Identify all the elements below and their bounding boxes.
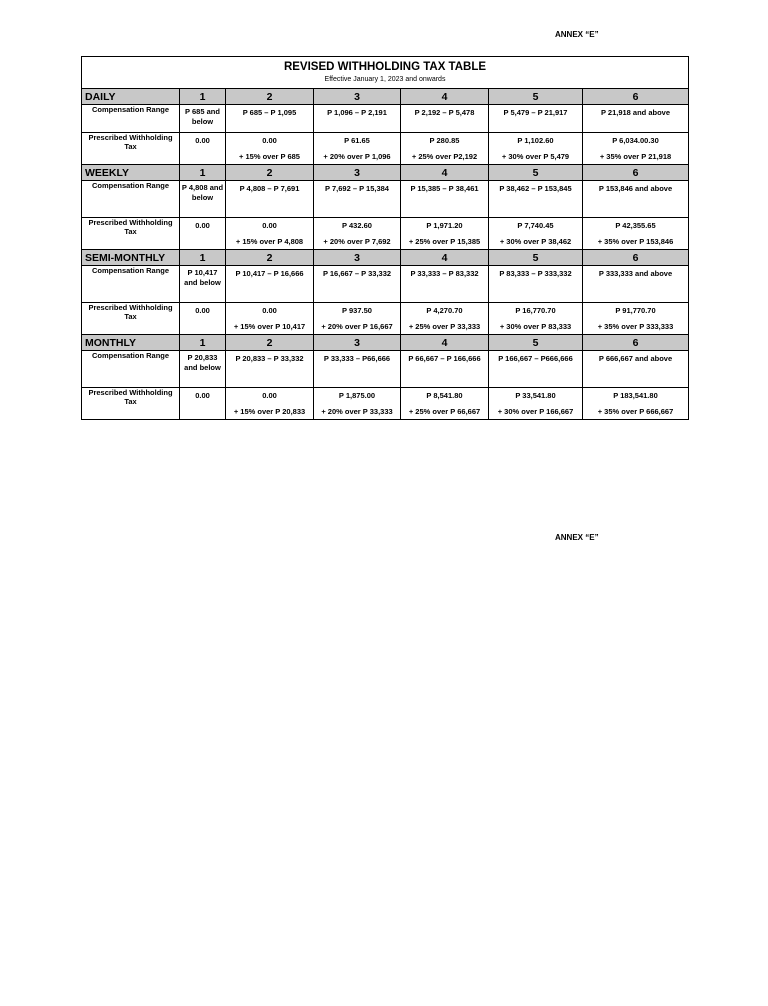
compensation-range-cell: P 166,667 – P666,666 xyxy=(489,351,583,388)
tax-base-amount: 0.00 xyxy=(262,136,277,145)
tax-base-amount: 0.00 xyxy=(195,221,210,230)
withholding-tax-row xyxy=(82,218,689,250)
bracket-number: 2 xyxy=(226,335,314,351)
tax-base-amount: 0.00 xyxy=(195,391,210,400)
tax-base-amount: P 8,541.80 xyxy=(426,391,463,400)
withholding-tax-row xyxy=(82,303,689,335)
compensation-range-cell: P 21,918 and above xyxy=(583,105,689,133)
bracket-number: 6 xyxy=(583,250,689,266)
withholding-tax-row xyxy=(82,388,689,420)
compensation-range-cell: P 333,333 and above xyxy=(583,266,689,303)
tax-excess-rate: + 15% over P 685 xyxy=(239,152,300,161)
withholding-tax-label: Prescribed Withholding Tax xyxy=(82,303,180,335)
tax-base-amount: P 16,770.70 xyxy=(515,306,556,315)
withholding-tax-cell xyxy=(489,218,583,250)
tax-base-amount: 0.00 xyxy=(195,306,210,315)
compensation-range-cell: P 1,096 – P 2,191 xyxy=(314,105,401,133)
tax-excess-rate: + 35% over P 21,918 xyxy=(599,152,672,161)
bracket-number: 1 xyxy=(180,250,226,266)
withholding-tax-label: Prescribed Withholding Tax xyxy=(82,218,180,250)
period-header-row xyxy=(82,250,689,266)
bracket-number: 1 xyxy=(180,335,226,351)
compensation-range-label: Compensation Range xyxy=(82,351,180,388)
withholding-tax-cell xyxy=(583,303,689,335)
tax-base-amount: P 432.60 xyxy=(342,221,372,230)
bracket-number: 1 xyxy=(180,165,226,181)
bracket-number: 4 xyxy=(401,165,489,181)
tax-base-amount: P 183,541.80 xyxy=(613,391,658,400)
tax-excess-rate: + 30% over P 83,333 xyxy=(499,322,572,331)
compensation-range-label: Compensation Range xyxy=(82,105,180,133)
tax-base-amount: P 61.65 xyxy=(344,136,370,145)
period-name: WEEKLY xyxy=(82,165,180,181)
withholding-tax-cell xyxy=(226,218,314,250)
withholding-tax-cell xyxy=(180,218,226,250)
period-header-row xyxy=(82,165,689,181)
bracket-number: 3 xyxy=(314,89,401,105)
withholding-tax-cell xyxy=(314,303,401,335)
compensation-range-cell: P 5,479 – P 21,917 xyxy=(489,105,583,133)
tax-base-amount: P 1,875.00 xyxy=(338,391,376,400)
compensation-range-cell: P 10,417 and below xyxy=(180,266,226,303)
tax-base-amount: P 7,740.45 xyxy=(517,221,554,230)
withholding-tax-cell xyxy=(226,303,314,335)
tax-base-amount: P 937.50 xyxy=(342,306,372,315)
withholding-tax-cell xyxy=(401,388,489,420)
withholding-tax-table xyxy=(81,56,689,420)
withholding-tax-cell xyxy=(226,388,314,420)
compensation-range-cell: P 10,417 – P 16,666 xyxy=(226,266,314,303)
tax-excess-rate: + 20% over P 7,692 xyxy=(323,237,391,246)
tax-base-amount: 0.00 xyxy=(262,391,277,400)
withholding-tax-cell xyxy=(401,303,489,335)
bracket-number: 6 xyxy=(583,335,689,351)
tax-base-amount: 0.00 xyxy=(262,306,277,315)
tax-base-amount: P 4,270.70 xyxy=(426,306,463,315)
compensation-range-row xyxy=(82,105,689,133)
bracket-number: 4 xyxy=(401,89,489,105)
tax-excess-rate: + 25% over P 15,385 xyxy=(408,237,481,246)
compensation-range-cell: P 20,833 – P 33,332 xyxy=(226,351,314,388)
bracket-number: 3 xyxy=(314,165,401,181)
tax-excess-rate: + 15% over P 20,833 xyxy=(233,407,306,416)
compensation-range-cell: P 83,333 – P 333,332 xyxy=(489,266,583,303)
annex-label-bottom: ANNEX “E” xyxy=(555,533,599,542)
withholding-tax-cell xyxy=(314,218,401,250)
compensation-range-cell: P 666,667 and above xyxy=(583,351,689,388)
period-header-row xyxy=(82,89,689,105)
table-title: REVISED WITHHOLDING TAX TABLE xyxy=(283,61,487,73)
tax-excess-rate: + 30% over P 38,462 xyxy=(499,237,572,246)
tax-base-amount: P 42,355.65 xyxy=(615,221,656,230)
withholding-tax-cell xyxy=(401,218,489,250)
compensation-range-cell: P 33,333 – P 83,332 xyxy=(401,266,489,303)
compensation-range-cell: P 4,808 – P 7,691 xyxy=(226,181,314,218)
tax-base-amount: P 1,971.20 xyxy=(426,221,463,230)
compensation-range-row xyxy=(82,266,689,303)
bracket-number: 5 xyxy=(489,335,583,351)
tax-base-amount: 0.00 xyxy=(195,136,210,145)
withholding-tax-label: Prescribed Withholding Tax xyxy=(82,133,180,165)
tax-excess-rate: + 20% over P 33,333 xyxy=(321,407,393,416)
compensation-range-cell: P 4,808 and below xyxy=(180,181,226,218)
compensation-range-label: Compensation Range xyxy=(82,266,180,303)
withholding-tax-cell xyxy=(401,133,489,165)
tax-excess-rate: + 15% over P 10,417 xyxy=(233,322,306,331)
compensation-range-cell: P 33,333 – P66,666 xyxy=(314,351,401,388)
tax-excess-rate: + 30% over P 5,479 xyxy=(501,152,570,161)
compensation-range-cell: P 66,667 – P 166,666 xyxy=(401,351,489,388)
bracket-number: 3 xyxy=(314,250,401,266)
bracket-number: 4 xyxy=(401,335,489,351)
withholding-tax-cell xyxy=(489,303,583,335)
compensation-range-cell: P 38,462 – P 153,845 xyxy=(489,181,583,218)
compensation-range-cell: P 685 and below xyxy=(180,105,226,133)
withholding-tax-cell xyxy=(180,133,226,165)
bracket-number: 6 xyxy=(583,165,689,181)
period-header-row xyxy=(82,335,689,351)
withholding-tax-cell xyxy=(180,388,226,420)
compensation-range-cell: P 685 – P 1,095 xyxy=(226,105,314,133)
bracket-number: 6 xyxy=(583,89,689,105)
tax-base-amount: 0.00 xyxy=(262,221,277,230)
compensation-range-row xyxy=(82,351,689,388)
table-subtitle: Effective January 1, 2023 and onwards xyxy=(324,76,446,83)
tax-base-amount: P 91,770.70 xyxy=(615,306,656,315)
withholding-tax-cell xyxy=(489,133,583,165)
compensation-range-label: Compensation Range xyxy=(82,181,180,218)
bracket-number: 2 xyxy=(226,250,314,266)
withholding-tax-row xyxy=(82,133,689,165)
compensation-range-cell: P 153,846 and above xyxy=(583,181,689,218)
period-name: MONTHLY xyxy=(82,335,180,351)
withholding-tax-cell xyxy=(314,388,401,420)
compensation-range-cell: P 7,692 – P 15,384 xyxy=(314,181,401,218)
withholding-tax-cell xyxy=(226,133,314,165)
tax-excess-rate: + 25% over P 33,333 xyxy=(408,322,481,331)
compensation-range-row xyxy=(82,181,689,218)
tax-base-amount: P 1,102.60 xyxy=(517,136,554,145)
withholding-tax-cell xyxy=(180,303,226,335)
tax-excess-rate: + 25% over P 66,667 xyxy=(408,407,481,416)
bracket-number: 2 xyxy=(226,165,314,181)
bracket-number: 5 xyxy=(489,165,583,181)
withholding-tax-cell xyxy=(583,133,689,165)
withholding-tax-cell xyxy=(583,388,689,420)
compensation-range-cell: P 16,667 – P 33,332 xyxy=(314,266,401,303)
withholding-tax-label: Prescribed Withholding Tax xyxy=(82,388,180,420)
bracket-number: 2 xyxy=(226,89,314,105)
compensation-range-cell: P 15,385 – P 38,461 xyxy=(401,181,489,218)
annex-label-top: ANNEX “E” xyxy=(555,30,599,39)
withholding-tax-cell xyxy=(489,388,583,420)
bracket-number: 5 xyxy=(489,250,583,266)
bracket-number: 3 xyxy=(314,335,401,351)
bracket-number: 5 xyxy=(489,89,583,105)
tax-excess-rate: + 30% over P 166,667 xyxy=(497,407,574,416)
bracket-number: 1 xyxy=(180,89,226,105)
table-title-cell xyxy=(82,57,689,89)
tax-excess-rate: + 25% over P2,192 xyxy=(411,152,478,161)
tax-excess-rate: + 35% over P 333,333 xyxy=(597,322,674,331)
period-name: DAILY xyxy=(82,89,180,105)
tax-excess-rate: + 20% over P 1,096 xyxy=(323,152,391,161)
compensation-range-cell: P 2,192 – P 5,478 xyxy=(401,105,489,133)
tax-base-amount: P 6,034.00.30 xyxy=(612,136,659,145)
compensation-range-cell: P 20,833 and below xyxy=(180,351,226,388)
tax-excess-rate: + 20% over P 16,667 xyxy=(321,322,393,331)
tax-base-amount: P 33,541.80 xyxy=(515,391,556,400)
period-name: SEMI-MONTHLY xyxy=(82,250,180,266)
tax-excess-rate: + 35% over P 666,667 xyxy=(597,407,674,416)
tax-base-amount: P 280.85 xyxy=(429,136,460,145)
tax-excess-rate: + 35% over P 153,846 xyxy=(597,237,674,246)
bracket-number: 4 xyxy=(401,250,489,266)
withholding-tax-cell xyxy=(583,218,689,250)
tax-excess-rate: + 15% over P 4,808 xyxy=(235,237,304,246)
withholding-tax-cell xyxy=(314,133,401,165)
